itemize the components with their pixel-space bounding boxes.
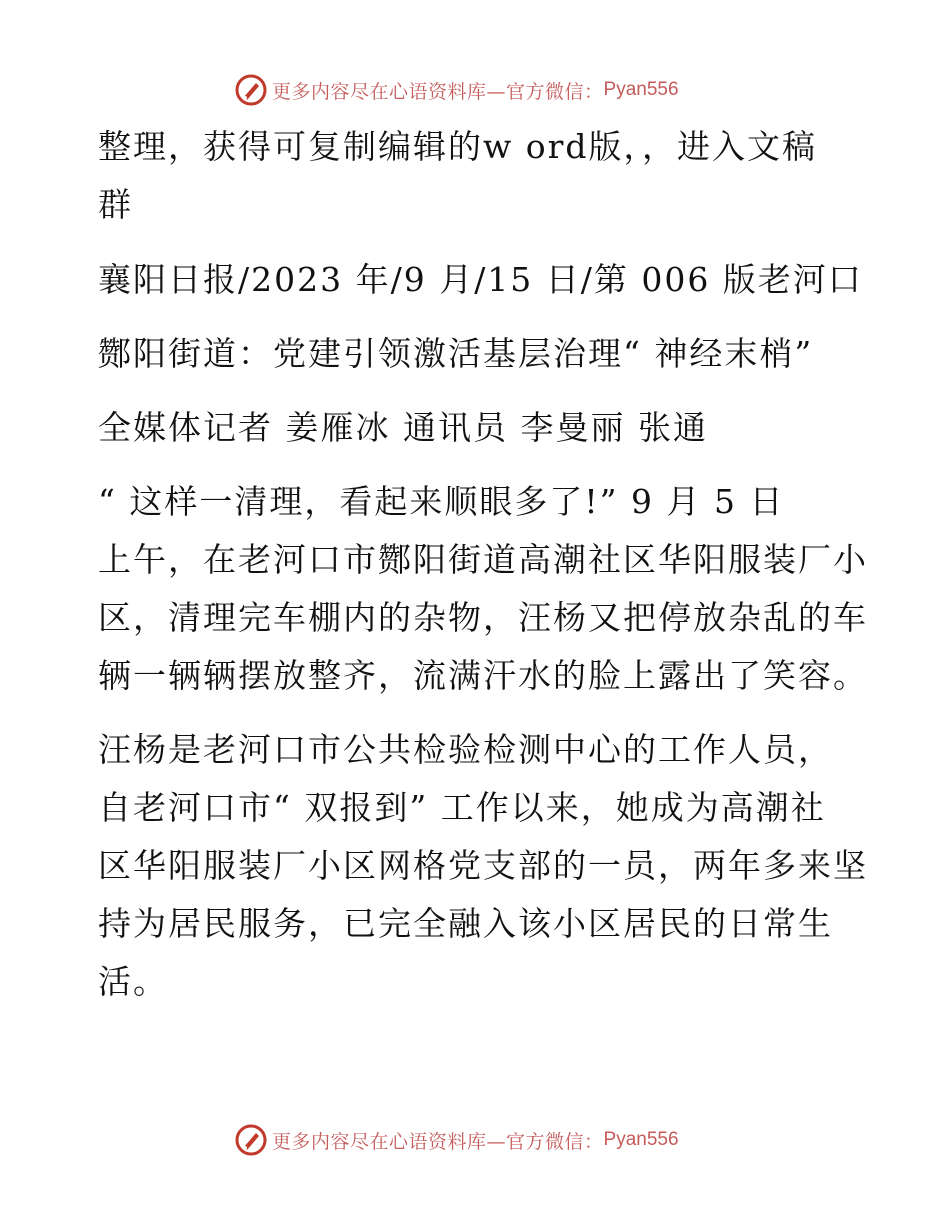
article-line: 活。 bbox=[98, 962, 168, 1001]
article-line: “ 这样一清理，看起来顺眼多了!” 9 月 5 日 bbox=[98, 482, 785, 521]
footer-banner bbox=[234, 1122, 679, 1158]
banner-contact: Pyan556 bbox=[603, 1129, 679, 1150]
article-line: 区，清理完车棚内的杂物，汪杨又把停放杂乱的车 bbox=[98, 598, 868, 637]
article-line: 汪杨是老河口市公共检验检测中心的工作人员， bbox=[98, 730, 833, 769]
pen-circle-logo-icon bbox=[234, 73, 268, 107]
article-line: 辆一辆辆摆放整齐，流满汗水的脸上露出了笑容。 bbox=[98, 656, 868, 695]
article-line: 整理，获得可复制编辑的w ord版，，进入文稿 bbox=[98, 127, 818, 166]
article-line: 自老河口市“ 双报到” 工作以来，她成为高潮社 bbox=[98, 788, 826, 827]
article-line: 全媒体记者 姜雁冰 通讯员 李曼丽 张通 bbox=[98, 408, 708, 447]
banner-contact: Pyan556 bbox=[603, 79, 679, 100]
article-line: 酂阳街道：党建引领激活基层治理“ 神经末梢” bbox=[98, 334, 814, 373]
banner-text: 更多内容尽在心语资料库—官方微信： bbox=[272, 80, 604, 103]
article-line: 持为居民服务，已完全融入该小区居民的日常生 bbox=[98, 904, 833, 943]
header-banner bbox=[234, 72, 679, 108]
article-line: 群 bbox=[98, 185, 133, 224]
banner-text: 更多内容尽在心语资料库—官方微信： bbox=[272, 1130, 604, 1153]
article-line: 上午，在老河口市酂阳街道高潮社区华阳服装厂小 bbox=[98, 540, 868, 579]
pen-circle-logo-icon bbox=[234, 1123, 268, 1157]
article-line: 襄阳日报/2023 年/9 月/15 日/第 006 版老河口 bbox=[98, 260, 863, 299]
article-line: 区华阳服装厂小区网格党支部的一员，两年多来坚 bbox=[98, 846, 868, 885]
